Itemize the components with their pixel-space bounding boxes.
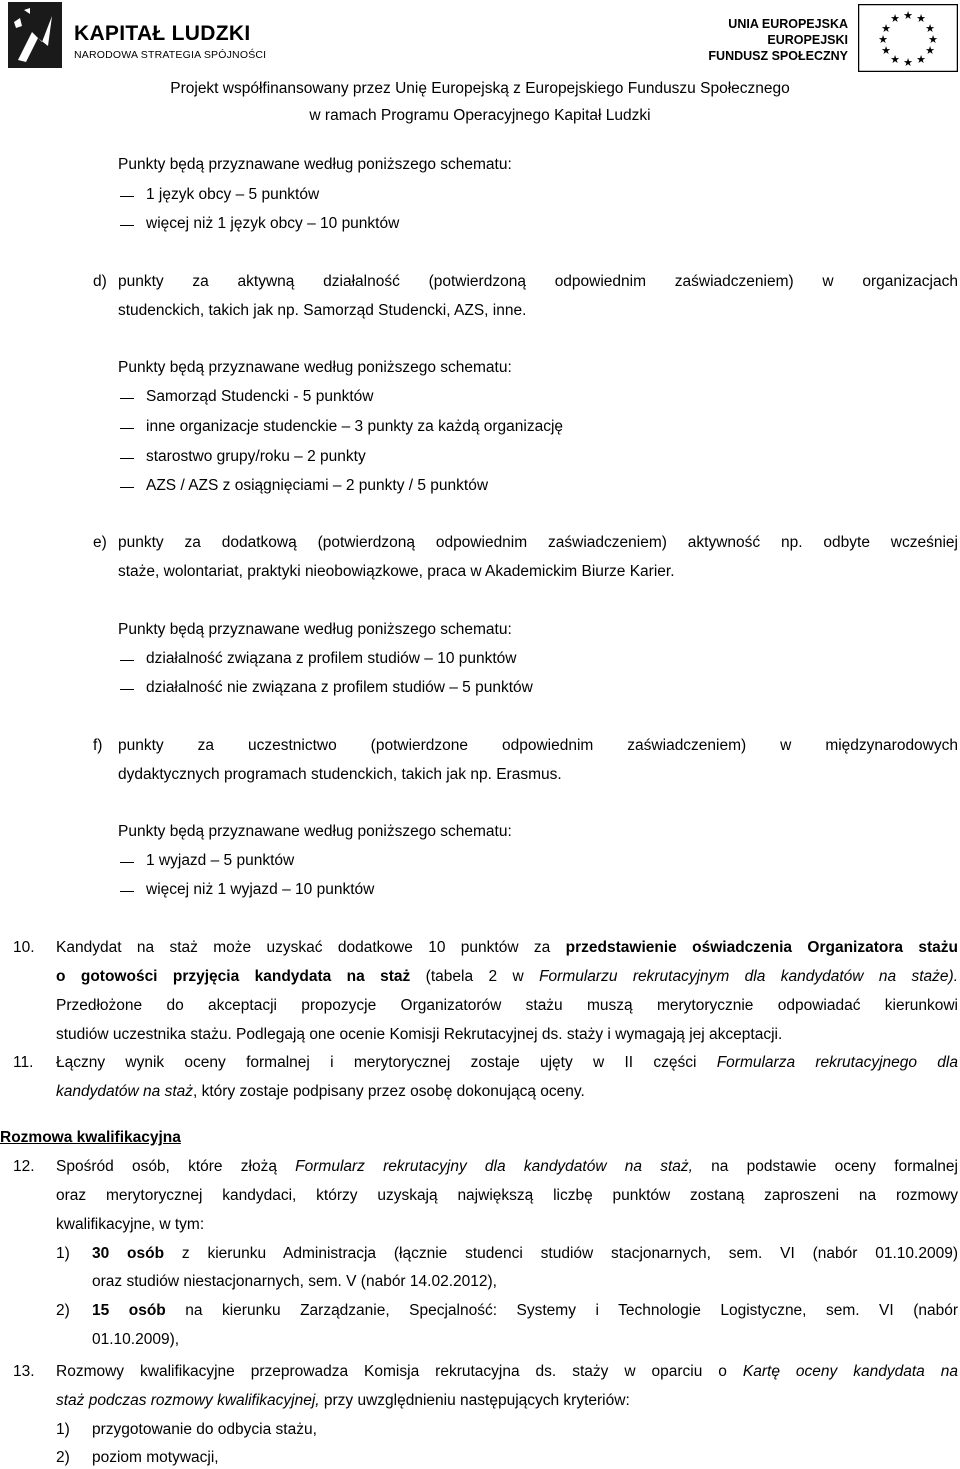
paragraph-line: o gotowości przyjęcia kandydata na staż (tabela 2 w Formularzu rekrutacyjnym dla kandydatów na staże). <box>56 968 959 985</box>
sub-item-number: 2) <box>56 1449 70 1466</box>
list-item: Samorząd Studencki - 5 punktów <box>146 388 374 405</box>
svg-text:★: ★ <box>916 12 926 25</box>
paragraph-line: kandydatów na staż, który zostaje podpisany przez osobę dokonującą oceny. <box>56 1083 585 1100</box>
svg-text:★: ★ <box>928 33 938 46</box>
paragraph-line: Rozmowy kwalifikacyjne przeprowadza Komisja rekrutacyjna ds. staży w oparciu o Kartę oceny kandydata na <box>56 1363 958 1380</box>
paragraph-line: staże, wolontariat, praktyki nieobowiązkowe, praca w Akademickim Biurze Karier. <box>118 563 675 580</box>
paragraph-line: studiów uczestnika stażu. Podlegają one ocenie Komisji Rekrutacyjnej ds. staży i wymagają jej akceptacji. <box>56 1026 783 1043</box>
eu-line-1: UNIA EUROPEJSKA <box>728 17 848 31</box>
paragraph-line: studenckich, takich jak np. Samorząd Studencki, AZS, inne. <box>118 302 527 319</box>
eu-line-3: FUNDUSZ SPOŁECZNY <box>708 49 848 63</box>
list-item: inne organizacje studenckie – 3 punkty za każdą organizację <box>146 418 564 435</box>
list-item: 1 wyjazd – 5 punktów <box>146 852 295 869</box>
project-line-1: Projekt współfinansowany przez Unię Europejską z Europejskiego Funduszu Społecznego <box>170 80 790 97</box>
paragraph-line: staż podczas rozmowy kwalifikacyjnej, przy uwzględnieniu następujących kryteriów: <box>56 1392 630 1409</box>
sub-item-line: oraz studiów niestacjonarnych, sem. V (nabór 14.02.2012), <box>92 1273 497 1290</box>
paragraph-line: kwalifikacyjne, w tym: <box>56 1216 205 1233</box>
dash-bullet <box>120 689 134 690</box>
item-marker: d) <box>93 273 107 290</box>
list-item: starostwo grupy/roku – 2 punkty <box>146 448 366 465</box>
logo-title: KAPITAŁ LUDZKI <box>74 22 251 45</box>
dash-bullet <box>120 660 134 661</box>
svg-text:★: ★ <box>925 44 935 57</box>
paragraph-line: Kandydat na staż może uzyskać dodatkowe 10 punktów za przedstawienie oświadczenia Organizatora stażu <box>56 939 958 956</box>
eu-line-2: EUROPEJSKI <box>767 33 848 47</box>
svg-text:★: ★ <box>903 56 913 69</box>
sub-item-line: 30 osób z kierunku Administracja (łącznie studenci studiów stacjonarnych, sem. VI (nabór 01.10.2009) <box>92 1245 959 1262</box>
kapital-ludzki-emblem-icon <box>8 2 62 68</box>
svg-text:★: ★ <box>878 33 888 46</box>
svg-text:★: ★ <box>890 12 900 25</box>
paragraph-number: 11. <box>13 1054 34 1071</box>
sub-item-line: 01.10.2009), <box>92 1331 180 1348</box>
paragraph-line: dydaktycznych programach studenckich, takich jak np. Erasmus. <box>118 766 562 783</box>
schema-intro: Punkty będą przyznawane według poniższego schematu: <box>118 156 512 173</box>
paragraph-line: punkty za dodatkową (potwierdzoną odpowiednim zaświadczeniem) aktywność np. odbyte wcześniej <box>118 534 958 551</box>
logo-subtitle: NARODOWA STRATEGIA SPÓJNOŚCI <box>74 49 267 61</box>
schema-intro: Punkty będą przyznawane według poniższego schematu: <box>118 359 512 376</box>
paragraph-line: punkty za uczestnictwo (potwierdzone odpowiednim zaświadczeniem) w międzynarodowych <box>118 737 958 754</box>
sub-item-number: 1) <box>56 1245 70 1262</box>
svg-text:★: ★ <box>881 44 891 57</box>
dash-bullet <box>120 862 134 863</box>
dash-bullet <box>120 428 134 429</box>
item-marker: e) <box>93 534 107 551</box>
eu-flag-icon <box>858 4 958 72</box>
schema-intro: Punkty będą przyznawane według poniższego schematu: <box>118 823 512 840</box>
dash-bullet <box>120 458 134 459</box>
paragraph-line: Przedłożone do akceptacji propozycje Organizatorów stażu muszą merytorycznie odpowiadać kierunkowi <box>56 997 958 1014</box>
section-heading: Rozmowa kwalifikacyjna <box>0 1129 181 1146</box>
dash-bullet <box>120 891 134 892</box>
sub-item-number: 1) <box>56 1421 70 1438</box>
svg-text:★: ★ <box>916 53 926 66</box>
svg-text:★: ★ <box>903 9 913 22</box>
dash-bullet <box>120 225 134 226</box>
item-marker: f) <box>93 737 103 754</box>
paragraph-line: Łączny wynik oceny formalnej i merytorycznej zostaje ujęty w II części Formularza rekrutacyjnego dla <box>56 1054 958 1071</box>
paragraph-number: 13. <box>13 1363 35 1380</box>
list-item: działalność związana z profilem studiów – 10 punktów <box>146 650 517 667</box>
kapital-ludzki-logo <box>8 2 267 70</box>
list-item: więcej niż 1 wyjazd – 10 punktów <box>146 881 375 898</box>
paragraph-number: 10. <box>13 939 35 956</box>
project-line-2: w ramach Programu Operacyjnego Kapitał Ludzki <box>309 107 651 124</box>
list-item: działalność nie związana z profilem studiów – 5 punktów <box>146 679 533 696</box>
paragraph-line: punkty za aktywną działalność (potwierdzoną odpowiednim zaświadczeniem) w organizacjach <box>118 273 958 290</box>
dash-bullet <box>120 487 134 488</box>
svg-text:★: ★ <box>881 22 891 35</box>
eu-logo <box>710 2 960 72</box>
sub-item-line: 15 osób na kierunku Zarządzanie, Specjalność: Systemy i Technologie Logistyczne, sem. VI (nabór <box>92 1302 958 1319</box>
sub-item-line: przygotowanie do odbycia stażu, <box>92 1421 317 1438</box>
list-item: 1 język obcy – 5 punktów <box>146 186 320 203</box>
dash-bullet <box>120 196 134 197</box>
paragraph-number: 12. <box>13 1158 35 1175</box>
sub-item-number: 2) <box>56 1302 70 1319</box>
svg-text:★: ★ <box>925 22 935 35</box>
paragraph-line: Spośród osób, które złożą Formularz rekrutacyjny dla kandydatów na staż, na podstawie oceny formalnej <box>56 1158 958 1175</box>
dash-bullet <box>120 398 134 399</box>
svg-text:★: ★ <box>890 53 900 66</box>
list-item: AZS / AZS z osiągnięciami – 2 punkty / 5 punktów <box>146 477 489 494</box>
eu-logo-text <box>708 16 848 64</box>
list-item: więcej niż 1 język obcy – 10 punktów <box>146 215 400 232</box>
schema-intro: Punkty będą przyznawane według poniższego schematu: <box>118 621 512 638</box>
sub-item-line: poziom motywacji, <box>92 1449 219 1466</box>
paragraph-line: oraz merytorycznej kandydaci, którzy uzyskają największą liczbę punktów zostaną zaproszeni na rozmowy <box>56 1187 958 1204</box>
